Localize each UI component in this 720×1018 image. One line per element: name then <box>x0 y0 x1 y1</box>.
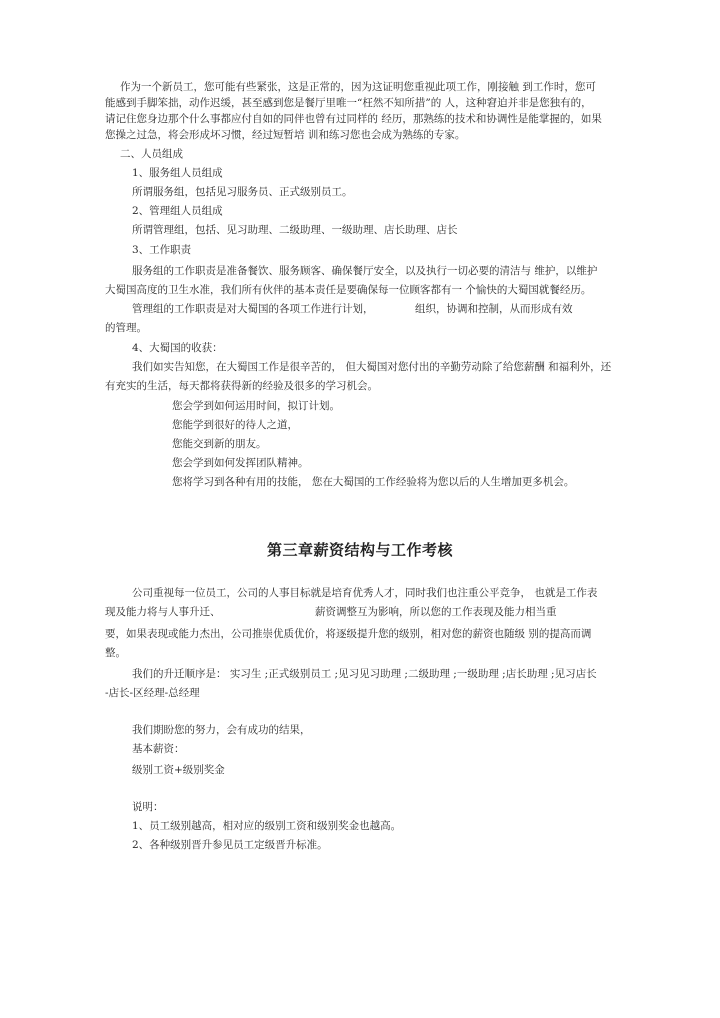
duty-service-line-2: 大蜀国高度的卫生水准，我们所有伙伴的基本责任是要确保每一位顾客都有一 个愉快的大蜀国就餐经历。 <box>105 284 592 296</box>
intro-line-2: 能感到手脚笨拙，动作迟缓，甚至感到您是餐厅里唯一“枉然不知所措”的 人，这种窘迫并非是您独有的， <box>105 97 592 109</box>
benefit-item: 您会学到如何运用时间，拟订计划。 <box>172 400 340 412</box>
basic-salary-formula: 级别工资+级别奖金 <box>132 764 225 776</box>
service-team-text: 所谓服务组，包括见习服务员、正式级别员工。 <box>132 186 353 198</box>
promotion-order-line-1: 我们的升迁顺序是： 实习生 ;正式级别员工 ;见习见习助理 ;二级助理 ;一级助理 ;店长助理 ;见习店长 <box>132 668 597 680</box>
duty-management-line-1b: 组织，协调和控制，从而形成有效 <box>415 303 573 315</box>
basic-salary-label: 基本薪资： <box>132 743 185 755</box>
subheading-management-team: 2、管理组人员组成 <box>132 205 223 217</box>
benefit-item: 您能学到很好的待人之道， <box>172 419 298 431</box>
chapter-para-1-line-2b: 薪资调整互为影响，所以您的工作表现及能力相当重 <box>315 606 557 618</box>
chapter-para-1-line-2a: 现及能力将与人事升迁、 <box>105 606 221 618</box>
chapter-title: 第三章薪资结构与工作考核 <box>266 541 453 559</box>
gains-line-1: 我们如实告知您，在大蜀国工作是很辛苦的， 但大蜀国对您付出的辛勤劳动除了给您薪酬 和福利外，还 <box>132 361 612 373</box>
note-label: 说明： <box>132 801 164 813</box>
duty-service-line-1: 服务组的工作职责是准备餐饮、服务顾客、确保餐厅安全，以及执行一切必要的清洁与 维护，以维护 <box>132 265 598 277</box>
subheading-service-team: 1、服务组人员组成 <box>132 167 223 179</box>
intro-line-1: 作为一个新员工，您可能有些紧张，这是正常的，因为这证明您重视此项工作，刚接触 到工作时，您可 <box>120 81 596 93</box>
section-heading-personnel: 二、人员组成 <box>120 148 183 160</box>
promotion-order-line-2: -店长-区经理-总经理 <box>105 687 200 699</box>
note-item-2: 2、各种级别晋升参见员工定级晋升标准。 <box>132 839 328 851</box>
chapter-para-1-line-1: 公司重视每一位员工，公司的人事目标就是培育优秀人才，同时我们也注重公平竞争， 也就是工作表 <box>132 587 598 599</box>
gains-line-2: 有充实的生活，每天都将获得新的经验及很多的学习机会。 <box>105 380 378 392</box>
subheading-duties: 3、工作职责 <box>132 244 192 256</box>
intro-line-3: 请记住您身边那个什么事都应付自如的同伴也曾有过同样的 经历，那熟练的技术和协调性是能掌握的，如果 <box>105 113 602 125</box>
benefit-item: 您会学到如何发挥团队精神。 <box>172 457 309 469</box>
subheading-gains: 4、大蜀国的收获： <box>132 342 223 354</box>
note-item-1: 1、员工级别越高，相对应的级别工资和级别奖金也越高。 <box>132 820 402 832</box>
chapter-para-1-line-3: 要，如果表现或能力杰出，公司推崇优质优价，将逐级提升您的级别，相对您的薪资也随级 别的提高而调 <box>105 628 592 640</box>
duty-management-line-2: 的管理。 <box>105 322 147 334</box>
chapter-para-1-line-4: 整。 <box>105 647 126 659</box>
duty-management-line-1a: 管理组的工作职责是对大蜀国的各项工作进行计划， <box>132 303 374 315</box>
intro-line-4: 您操之过急，将会形成坏习惯，经过短暂培 训和练习您也会成为熟练的专家。 <box>105 129 466 141</box>
benefit-item: 您将学习到各种有用的技能， 您在大蜀国的工作经验将为您以后的人生增加更多机会。 <box>172 476 575 488</box>
expectation-text: 我们期盼您的努力，会有成功的结果， <box>132 724 311 736</box>
management-team-text: 所谓管理组，包括、见习助理、二级助理、一级助理、店长助理、店长 <box>132 224 458 236</box>
benefit-item: 您能交到新的朋友。 <box>172 438 267 450</box>
